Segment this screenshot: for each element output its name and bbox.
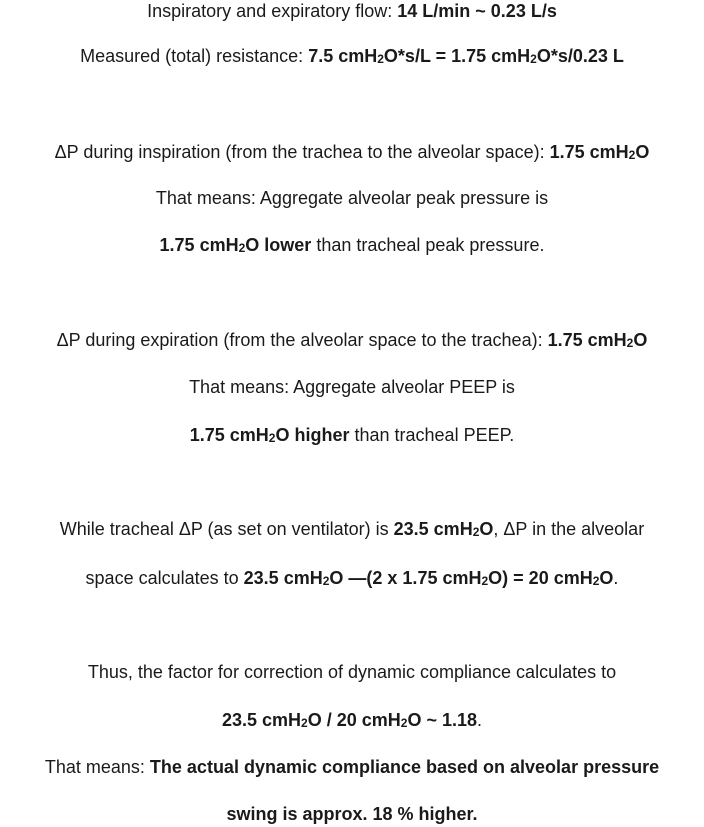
factor-calc-value: 23.5 cmH$_2$O / 20 cmH$_2$O ~ 1.18 [221, 710, 478, 730]
flow-label: Inspiratory and expiratory flow: [147, 1, 393, 21]
conclusion-bold-1: The actual dynamic compliance based on alveolar pressure [149, 757, 660, 777]
alveolar-dp-line: space calculates to 23.5 cmH$_2$O —(2 x 1.75 cmH$_2$O) = 20 cmH$_2$O. [85, 568, 619, 588]
inspiration-diff-rest: than tracheal peak pressure. [316, 235, 545, 255]
inspiration-diff-value: 1.75 cmH$_2$O lower [159, 235, 312, 255]
expiration-diff-line [0, 424, 704, 446]
inspiration-diff-line [0, 234, 704, 256]
inspiration-dp-label: ΔP during inspiration (from the trachea to the alveolar space): [54, 142, 545, 162]
conclusion-lead: That means: [44, 757, 145, 777]
flow-value: 14 L/min ~ 0.23 L/s [397, 1, 557, 21]
inspiration-dp-line [0, 141, 704, 163]
flow-line [0, 0, 704, 22]
tracheal-dp-value: 23.5 cmH$_2$O [393, 519, 494, 539]
expiration-meaning-line: That means: Aggregate alveolar PEEP is [189, 377, 515, 397]
inspiration-meaning-line: That means: Aggregate alveolar peak pressure is [155, 188, 549, 208]
expiration-dp-value: 1.75 cmH$_2$O [547, 330, 648, 350]
alveolar-dp-value: 23.5 cmH$_2$O —(2 x 1.75 cmH$_2$O) = 20 cmH$_2$O [243, 568, 614, 588]
expiration-diff-value: 1.75 cmH$_2$O higher [189, 425, 350, 445]
resistance-line [0, 45, 704, 67]
conclusion-line-2 [0, 803, 704, 825]
tracheal-dp-line: While tracheal ΔP (as set on ventilator) is 23.5 cmH$_2$O, ΔP in the alveolar [59, 519, 645, 539]
inspiration-dp-value: 1.75 cmH$_2$O [549, 142, 650, 162]
resistance-label: Measured (total) resistance: [80, 46, 304, 66]
expiration-dp-line [0, 329, 704, 351]
conclusion-line-1 [0, 756, 704, 778]
expiration-dp-label: ΔP during expiration (from the alveolar space to the trachea): [56, 330, 543, 350]
conclusion-bold-2: swing is approx. 18 % higher. [226, 804, 478, 824]
resistance-value: 7.5 cmH$_2$O*s/L = 1.75 cmH$_2$O*s/0.23 L [308, 46, 624, 66]
factor-intro-line: Thus, the factor for correction of dynamic compliance calculates to [87, 662, 617, 682]
factor-calc-line: 23.5 cmH$_2$O / 20 cmH$_2$O ~ 1.18. [221, 710, 483, 730]
expiration-diff-rest: than tracheal PEEP. [354, 425, 515, 445]
